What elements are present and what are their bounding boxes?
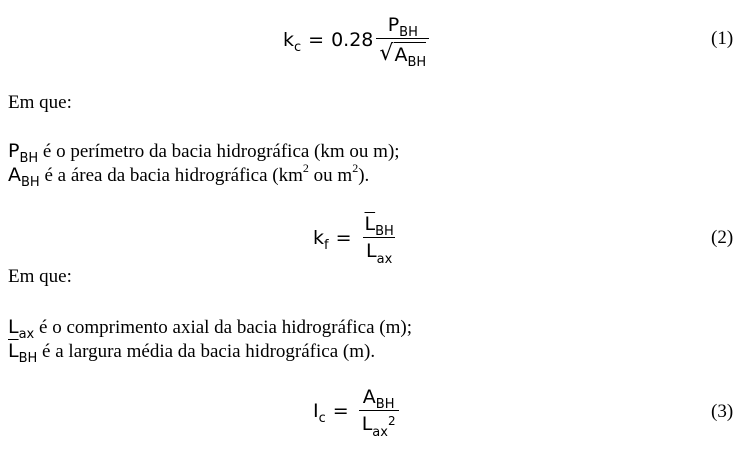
definition-axial-length: $L_{ax}$ é o comprimento axial da bacia hidrográfica (m); [8, 316, 412, 342]
em-que-label-2: Em que: [8, 266, 72, 287]
eq2-denominator: L ax [363, 237, 395, 262]
eq2-fraction [362, 213, 397, 267]
em-que-label-1: Em que: [8, 92, 72, 113]
eq1-equals: = [308, 29, 325, 51]
equation-1 [283, 14, 432, 70]
eq1-lhs: $k_c$ [283, 29, 302, 55]
definition-area: $A_{BH}$ é a área da bacia hidrográfica ($km^2$ ou $m^2$). [8, 161, 370, 190]
eq3-numerator: $A_{BH}$ [362, 386, 395, 412]
definition-perimeter: $P_{BH}$ é o perímetro da bacia hidrográfica (km ou m); [8, 140, 400, 166]
equation-3 [313, 386, 402, 440]
eq2-lhs: $k_f$ [313, 226, 329, 253]
eq1-fraction [376, 14, 429, 70]
equation-number-3: (3) [711, 401, 734, 422]
definition-mean-width: $\overline{L}_{BH}$ é a largura média da bacia hidrográfica (m). [8, 340, 376, 366]
eq3-fraction [359, 386, 399, 440]
eq1-numerator: $P_{BH}$ [387, 14, 418, 40]
eq1-denominator: √ $A_{BH}$ [376, 38, 429, 66]
equation-number-2: (2) [711, 227, 734, 248]
equation-2 [313, 213, 400, 267]
square-root-icon: √ [379, 41, 394, 66]
eq3-equals: = [332, 399, 349, 422]
eq3-lhs: $I_c$ [313, 399, 326, 426]
eq2-numerator: $\overline{L}_{BH}$ [364, 213, 394, 239]
eq1-coefficient: 0.28 [331, 29, 374, 51]
equation-number-1: (1) [711, 28, 734, 49]
eq2-equals: = [335, 226, 352, 249]
eq3-denominator: L ax 2 [359, 410, 399, 435]
